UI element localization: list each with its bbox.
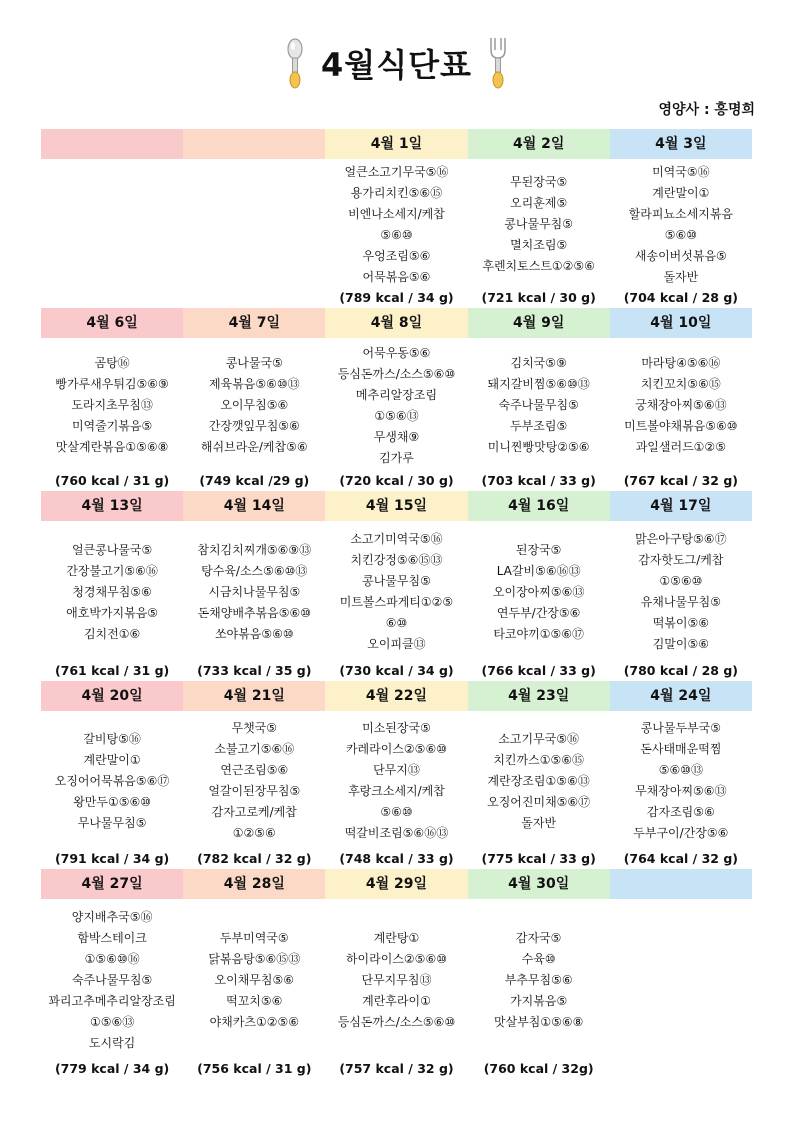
kcal-label: (761 kcal / 31 g) — [54, 663, 170, 678]
menu-items — [41, 161, 183, 308]
menu-item: 비엔나소세지/케찹 — [348, 206, 445, 221]
menu-item: ⑤⑥⑩ — [380, 227, 413, 242]
menu-item: 단무지무침⑬ — [361, 972, 432, 987]
menu-item: 가지볶음⑤ — [510, 993, 568, 1008]
menu-item: 오이장아찌⑤⑥⑬ — [492, 584, 585, 599]
menu-item: 맛살계란볶음①⑤⑥⑧ — [55, 440, 169, 454]
menu-item: 무채장아찌⑤⑥⑬ — [635, 784, 727, 798]
day-cell — [468, 521, 610, 681]
page-title: 4월식단표 — [321, 46, 472, 84]
date-header: 4월 7일 — [183, 308, 325, 338]
menu-items — [610, 901, 752, 1079]
kcal-label: (703 kcal / 33 g) — [481, 473, 596, 488]
menu-item: 소불고기⑤⑥⑯ — [214, 742, 295, 756]
menu-item: ①⑤⑥⑩⑯ — [84, 951, 140, 966]
menu-item: 오리훈제⑤ — [510, 196, 568, 210]
menu-item: 콩나물무침⑤ — [504, 217, 574, 231]
date-header: 4월 20일 — [41, 681, 183, 711]
menu-item: 맑은아구탕⑤⑥⑰ — [635, 532, 727, 546]
menu-items — [41, 713, 183, 849]
kcal-label: (764 kcal / 32 g) — [623, 851, 738, 866]
date-header: 4월 8일 — [325, 308, 467, 338]
menu-item: 얼큰콩나물국⑤ — [71, 542, 153, 557]
kcal-label: (757 kcal / 32 g) — [339, 1061, 454, 1076]
menu-item: 부추무침⑤⑥ — [504, 972, 573, 987]
menu-item: 치킨까스①⑤⑥⑮ — [493, 752, 584, 767]
menu-item: 마라탕④⑤⑥⑯ — [641, 356, 721, 370]
date-header: 4월 6일 — [41, 308, 183, 338]
menu-item: 계란말이① — [83, 752, 141, 767]
menu-item: 미니찐빵맛탕②⑤⑥ — [487, 440, 590, 454]
kcal-label: (779 kcal / 34 g) — [54, 1061, 170, 1076]
menu-item: 미역국⑤⑯ — [652, 164, 710, 179]
menu-item: 곰탕⑯ — [94, 356, 130, 370]
date-header — [183, 129, 325, 159]
kcal-label: (733 kcal / 35 g) — [197, 663, 312, 678]
menu-item: 탕수육/소스⑤⑥⑩⑬ — [201, 563, 308, 578]
kcal-label: (780 kcal / 28 g) — [623, 663, 738, 678]
menu-item: 치킨강정⑤⑥⑮⑬ — [350, 553, 443, 567]
menu-item: 미역줄기볶음⑤ — [71, 419, 153, 433]
menu-items — [183, 713, 325, 849]
menu-item: 얼갈이된장무침⑤ — [208, 784, 301, 798]
day-cell — [610, 159, 752, 308]
menu-item: 미트볼야채볶음⑤⑥⑩ — [624, 419, 738, 433]
kcal-label: (721 kcal / 30 g) — [481, 290, 596, 305]
menu-item: 도라지초무침⑬ — [71, 398, 153, 412]
menu-item: 등심돈까스/소스⑤⑥⑩ — [337, 1014, 456, 1029]
day-cell — [325, 338, 467, 491]
fork-icon — [487, 36, 509, 90]
menu-item: 두부구이/간장⑤⑥ — [633, 826, 729, 840]
menu-items — [325, 161, 467, 288]
menu-item: 오이피클⑬ — [367, 637, 426, 651]
menu-items — [41, 901, 183, 1059]
day-cell — [183, 521, 325, 681]
menu-item: 등심돈까스/소스⑤⑥⑩ — [337, 366, 456, 381]
date-header: 4월 27일 — [41, 869, 183, 899]
menu-item: 미트볼스파게티①②⑤ — [339, 595, 454, 609]
kcal-label: (748 kcal / 33 g) — [339, 851, 454, 866]
menu-item: 감자국⑤ — [515, 930, 562, 945]
menu-item: 두부미역국⑤ — [219, 930, 289, 945]
menu-item: 계란후라이① — [362, 993, 431, 1008]
menu-items — [41, 523, 183, 661]
date-header: 4월 9일 — [468, 308, 610, 338]
date-header: 4월 21일 — [183, 681, 325, 711]
menu-item: 궁채장아찌⑤⑥⑬ — [635, 398, 727, 412]
menu-item: ①⑤⑥⑬ — [374, 408, 419, 423]
menu-item: 멸치조림⑤ — [510, 238, 568, 252]
menu-item: 감자고로케/케찹 — [211, 805, 297, 819]
menu-item: 김치국⑤⑨ — [510, 356, 567, 370]
menu-item: 콩나물국⑤ — [225, 356, 283, 370]
menu-item: 하이라이스②⑤⑥⑩ — [345, 951, 447, 966]
menu-item: 해쉬브라운/케찹⑤⑥ — [200, 440, 308, 454]
date-header: 4월 15일 — [325, 491, 467, 521]
menu-item: 야채카츠①②⑤⑥ — [209, 1014, 299, 1029]
menu-item: 계란장조림①⑤⑥⑬ — [487, 773, 590, 788]
menu-row — [41, 899, 752, 1079]
date-header — [41, 129, 183, 159]
menu-items — [183, 523, 325, 661]
menu-item: 김치전①⑥ — [83, 626, 141, 641]
menu-item: 무챗국⑤ — [231, 721, 278, 735]
day-cell — [183, 159, 325, 308]
menu-item: 간장불고기⑤⑥⑯ — [66, 563, 158, 578]
day-cell — [325, 711, 467, 869]
menu-items — [610, 523, 752, 661]
menu-item: 빵가루새우튀김⑤⑥⑨ — [55, 377, 169, 391]
menu-item: 돈채양배추볶음⑤⑥⑩ — [197, 605, 311, 620]
menu-item: 후랑크소세지/케찹 — [348, 784, 445, 798]
menu-items — [325, 713, 467, 849]
menu-item: 소고기미역국⑤⑯ — [350, 532, 443, 546]
menu-item: 단무지⑬ — [373, 763, 420, 777]
date-header: 4월 16일 — [468, 491, 610, 521]
menu-item: 두부조림⑤ — [510, 419, 568, 433]
menu-row — [41, 338, 752, 491]
menu-item: 감자조림⑤⑥ — [646, 805, 715, 819]
day-cell — [183, 899, 325, 1079]
menu-item: 계란탕① — [373, 930, 420, 945]
menu-item: 무생채⑨ — [373, 429, 420, 444]
menu-item: ⑤⑥⑩ — [664, 227, 697, 242]
menu-item: 무나물무침⑤ — [77, 815, 147, 830]
menu-item: 제육볶음⑤⑥⑩⑬ — [208, 377, 300, 391]
menu-items — [41, 340, 183, 471]
menu-item: 과일샐러드①②⑤ — [635, 440, 726, 454]
day-cell — [41, 899, 183, 1079]
date-header: 4월 13일 — [41, 491, 183, 521]
menu-items — [183, 340, 325, 471]
date-header: 4월 10일 — [610, 308, 752, 338]
menu-item: 맛살부침①⑤⑥⑧ — [493, 1014, 584, 1029]
kcal-label: (775 kcal / 33 g) — [481, 851, 596, 866]
menu-item: 숙주나물무침⑤ — [71, 972, 153, 987]
menu-item: 오이채무침⑤⑥ — [214, 972, 295, 987]
menu-item: 콩나물무침⑤ — [362, 574, 431, 588]
menu-items — [183, 161, 325, 308]
kcal-label: (789 kcal / 34 g) — [339, 290, 454, 305]
date-header: 4월 1일 — [325, 129, 467, 159]
menu-item: 오징어어묵볶음⑤⑥⑰ — [54, 773, 170, 788]
day-cell — [41, 711, 183, 869]
menu-item: 콩나물두부국⑤ — [640, 721, 721, 735]
menu-items — [468, 523, 610, 661]
menu-item: 연근조림⑤⑥ — [220, 763, 289, 777]
kcal-label: (782 kcal / 32 g) — [197, 851, 312, 866]
menu-items — [468, 340, 610, 471]
menu-item: 참치김치찌개⑤⑥⑨⑬ — [197, 542, 312, 557]
day-cell — [41, 159, 183, 308]
date-header: 4월 24일 — [610, 681, 752, 711]
menu-item: 함박스테이크 — [77, 930, 147, 945]
menu-item: 쏘야볶음⑤⑥⑩ — [214, 626, 294, 641]
day-cell — [610, 711, 752, 869]
day-cell — [41, 338, 183, 491]
menu-item: 닭볶음탕⑤⑥⑮⑬ — [208, 951, 301, 966]
menu-item: 수육⑩ — [521, 951, 556, 966]
day-cell — [183, 338, 325, 491]
kcal-label: (760 kcal / 32g) — [483, 1061, 594, 1076]
date-header — [610, 869, 752, 899]
kcal-label: (791 kcal / 34 g) — [54, 851, 170, 866]
menu-item: LA갈비⑤⑥⑯⑬ — [496, 563, 581, 578]
week-row — [41, 129, 752, 308]
day-cell — [183, 711, 325, 869]
menu-item: ⑤⑥⑩ — [380, 805, 413, 819]
menu-item: 치킨꼬치⑤⑥⑮ — [640, 377, 721, 391]
menu-items — [610, 340, 752, 471]
day-cell — [610, 899, 752, 1079]
date-header: 4월 17일 — [610, 491, 752, 521]
menu-item: 오징어진미채⑤⑥⑰ — [487, 794, 591, 809]
menu-item: 떡꼬치⑤⑥ — [226, 993, 283, 1008]
menu-items — [325, 523, 467, 661]
menu-item: 어묵우동⑤⑥ — [362, 345, 431, 360]
menu-item: 유채나물무침⑤ — [640, 595, 721, 609]
menu-item: 왕만두①⑤⑥⑩ — [73, 794, 151, 809]
date-header-row — [41, 681, 752, 711]
date-header: 4월 2일 — [468, 129, 610, 159]
menu-item: 된장국⑤ — [515, 542, 562, 557]
menu-item: 새송이버섯볶음⑤ — [634, 248, 727, 263]
menu-row — [41, 159, 752, 308]
menu-item: ①⑤⑥⑩ — [659, 574, 703, 588]
day-cell — [468, 711, 610, 869]
date-header-row — [41, 308, 752, 338]
menu-items — [325, 901, 467, 1059]
menu-items — [325, 340, 467, 471]
menu-item: 감자핫도그/케찹 — [638, 553, 724, 567]
nutritionist-label: 영양사 : 홍명희 — [658, 102, 755, 118]
week-row — [41, 681, 752, 869]
menu-item: 어묵볶음⑤⑥ — [362, 269, 431, 284]
kcal-label: (720 kcal / 30 g) — [339, 473, 454, 488]
menu-item: 갈비탕⑤⑯ — [83, 731, 141, 746]
menu-row — [41, 521, 752, 681]
spoon-icon — [284, 36, 306, 90]
menu-item: 돌자반 — [663, 269, 699, 284]
week-row — [41, 308, 752, 491]
menu-item: 소고기무국⑤⑯ — [498, 731, 580, 746]
day-cell — [610, 521, 752, 681]
menu-item: 떡볶이⑤⑥ — [652, 616, 709, 630]
menu-item: 도시락김 — [88, 1035, 136, 1050]
day-cell — [468, 159, 610, 308]
menu-items — [468, 713, 610, 849]
menu-item: 애호박가지볶음⑤ — [66, 605, 159, 620]
kcal-label: (767 kcal / 32 g) — [623, 473, 738, 488]
menu-item: 메추리알장조림 — [355, 387, 438, 402]
date-header-row — [41, 129, 752, 159]
day-cell — [325, 159, 467, 308]
menu-item: ①⑤⑥⑬ — [89, 1014, 135, 1029]
day-cell — [468, 899, 610, 1079]
kcal-label: (756 kcal / 31 g) — [197, 1061, 312, 1076]
kcal-label: (749 kcal /29 g) — [199, 473, 310, 488]
menu-items — [183, 901, 325, 1059]
week-row — [41, 491, 752, 681]
menu-items — [610, 713, 752, 849]
menu-item: 시금치나물무침⑤ — [208, 584, 301, 599]
menu-item: 용가리치킨⑤⑥⑮ — [350, 185, 443, 200]
menu-item: 오이무침⑤⑥ — [220, 398, 289, 412]
menu-item: 할라피뇨소세지볶음 — [628, 206, 734, 221]
menu-item: 계란말이① — [652, 185, 710, 200]
menu-item: 양지배추국⑤⑯ — [71, 909, 153, 924]
menu-item: 김말이⑤⑥ — [652, 637, 709, 651]
menu-item: ⑤⑥⑩⑬ — [658, 763, 703, 777]
menu-item: 연두부/간장⑤⑥ — [496, 605, 581, 620]
week-row — [41, 869, 752, 1079]
menu-item: 카레라이스②⑤⑥⑩ — [345, 742, 447, 756]
date-header: 4월 3일 — [610, 129, 752, 159]
menu-items — [468, 901, 610, 1059]
menu-item: 숙주나물무침⑤ — [498, 398, 579, 412]
date-header: 4월 30일 — [468, 869, 610, 899]
kcal-label: (760 kcal / 31 g) — [54, 473, 170, 488]
date-header: 4월 23일 — [468, 681, 610, 711]
menu-item: 청경채무침⑤⑥ — [72, 584, 152, 599]
menu-items — [610, 161, 752, 288]
menu-item: ①②⑤⑥ — [232, 826, 276, 840]
date-header: 4월 28일 — [183, 869, 325, 899]
menu-item: 돌자반 — [521, 815, 557, 830]
menu-item: 우엉조림⑤⑥ — [362, 248, 431, 263]
menu-item: 떡갈비조림⑤⑥⑯⑬ — [344, 826, 449, 840]
menu-item: 무된장국⑤ — [510, 175, 568, 189]
menu-item: 미소된장국⑤ — [362, 721, 431, 735]
menu-item: 김가루 — [379, 450, 414, 465]
day-cell — [325, 899, 467, 1079]
date-header: 4월 29일 — [325, 869, 467, 899]
date-header: 4월 22일 — [325, 681, 467, 711]
title-area — [0, 36, 793, 90]
day-cell — [325, 521, 467, 681]
menu-item: 후렌치토스트①②⑤⑥ — [482, 259, 595, 273]
menu-item: 간장깻잎무침⑤⑥ — [208, 419, 300, 433]
day-cell — [468, 338, 610, 491]
menu-items — [468, 161, 610, 288]
menu-item: 돈사태매운떡찜 — [640, 742, 722, 756]
date-header: 4월 14일 — [183, 491, 325, 521]
kcal-label: (704 kcal / 28 g) — [623, 290, 738, 305]
day-cell — [41, 521, 183, 681]
date-header-row — [41, 869, 752, 899]
menu-row — [41, 711, 752, 869]
menu-grid — [41, 129, 752, 1079]
menu-item: ⑥⑩ — [385, 616, 408, 630]
menu-item: 얼큰소고기무국⑤⑯ — [344, 164, 449, 179]
menu-item: 돼지갈비찜⑤⑥⑩⑬ — [487, 377, 590, 391]
date-header-row — [41, 491, 752, 521]
menu-item: 타코야끼①⑤⑥⑰ — [493, 626, 584, 641]
kcal-label: (766 kcal / 33 g) — [481, 663, 596, 678]
day-cell — [610, 338, 752, 491]
kcal-label: (730 kcal / 34 g) — [339, 663, 454, 678]
menu-item: 꽈리고추메추리알장조림 — [48, 993, 176, 1008]
